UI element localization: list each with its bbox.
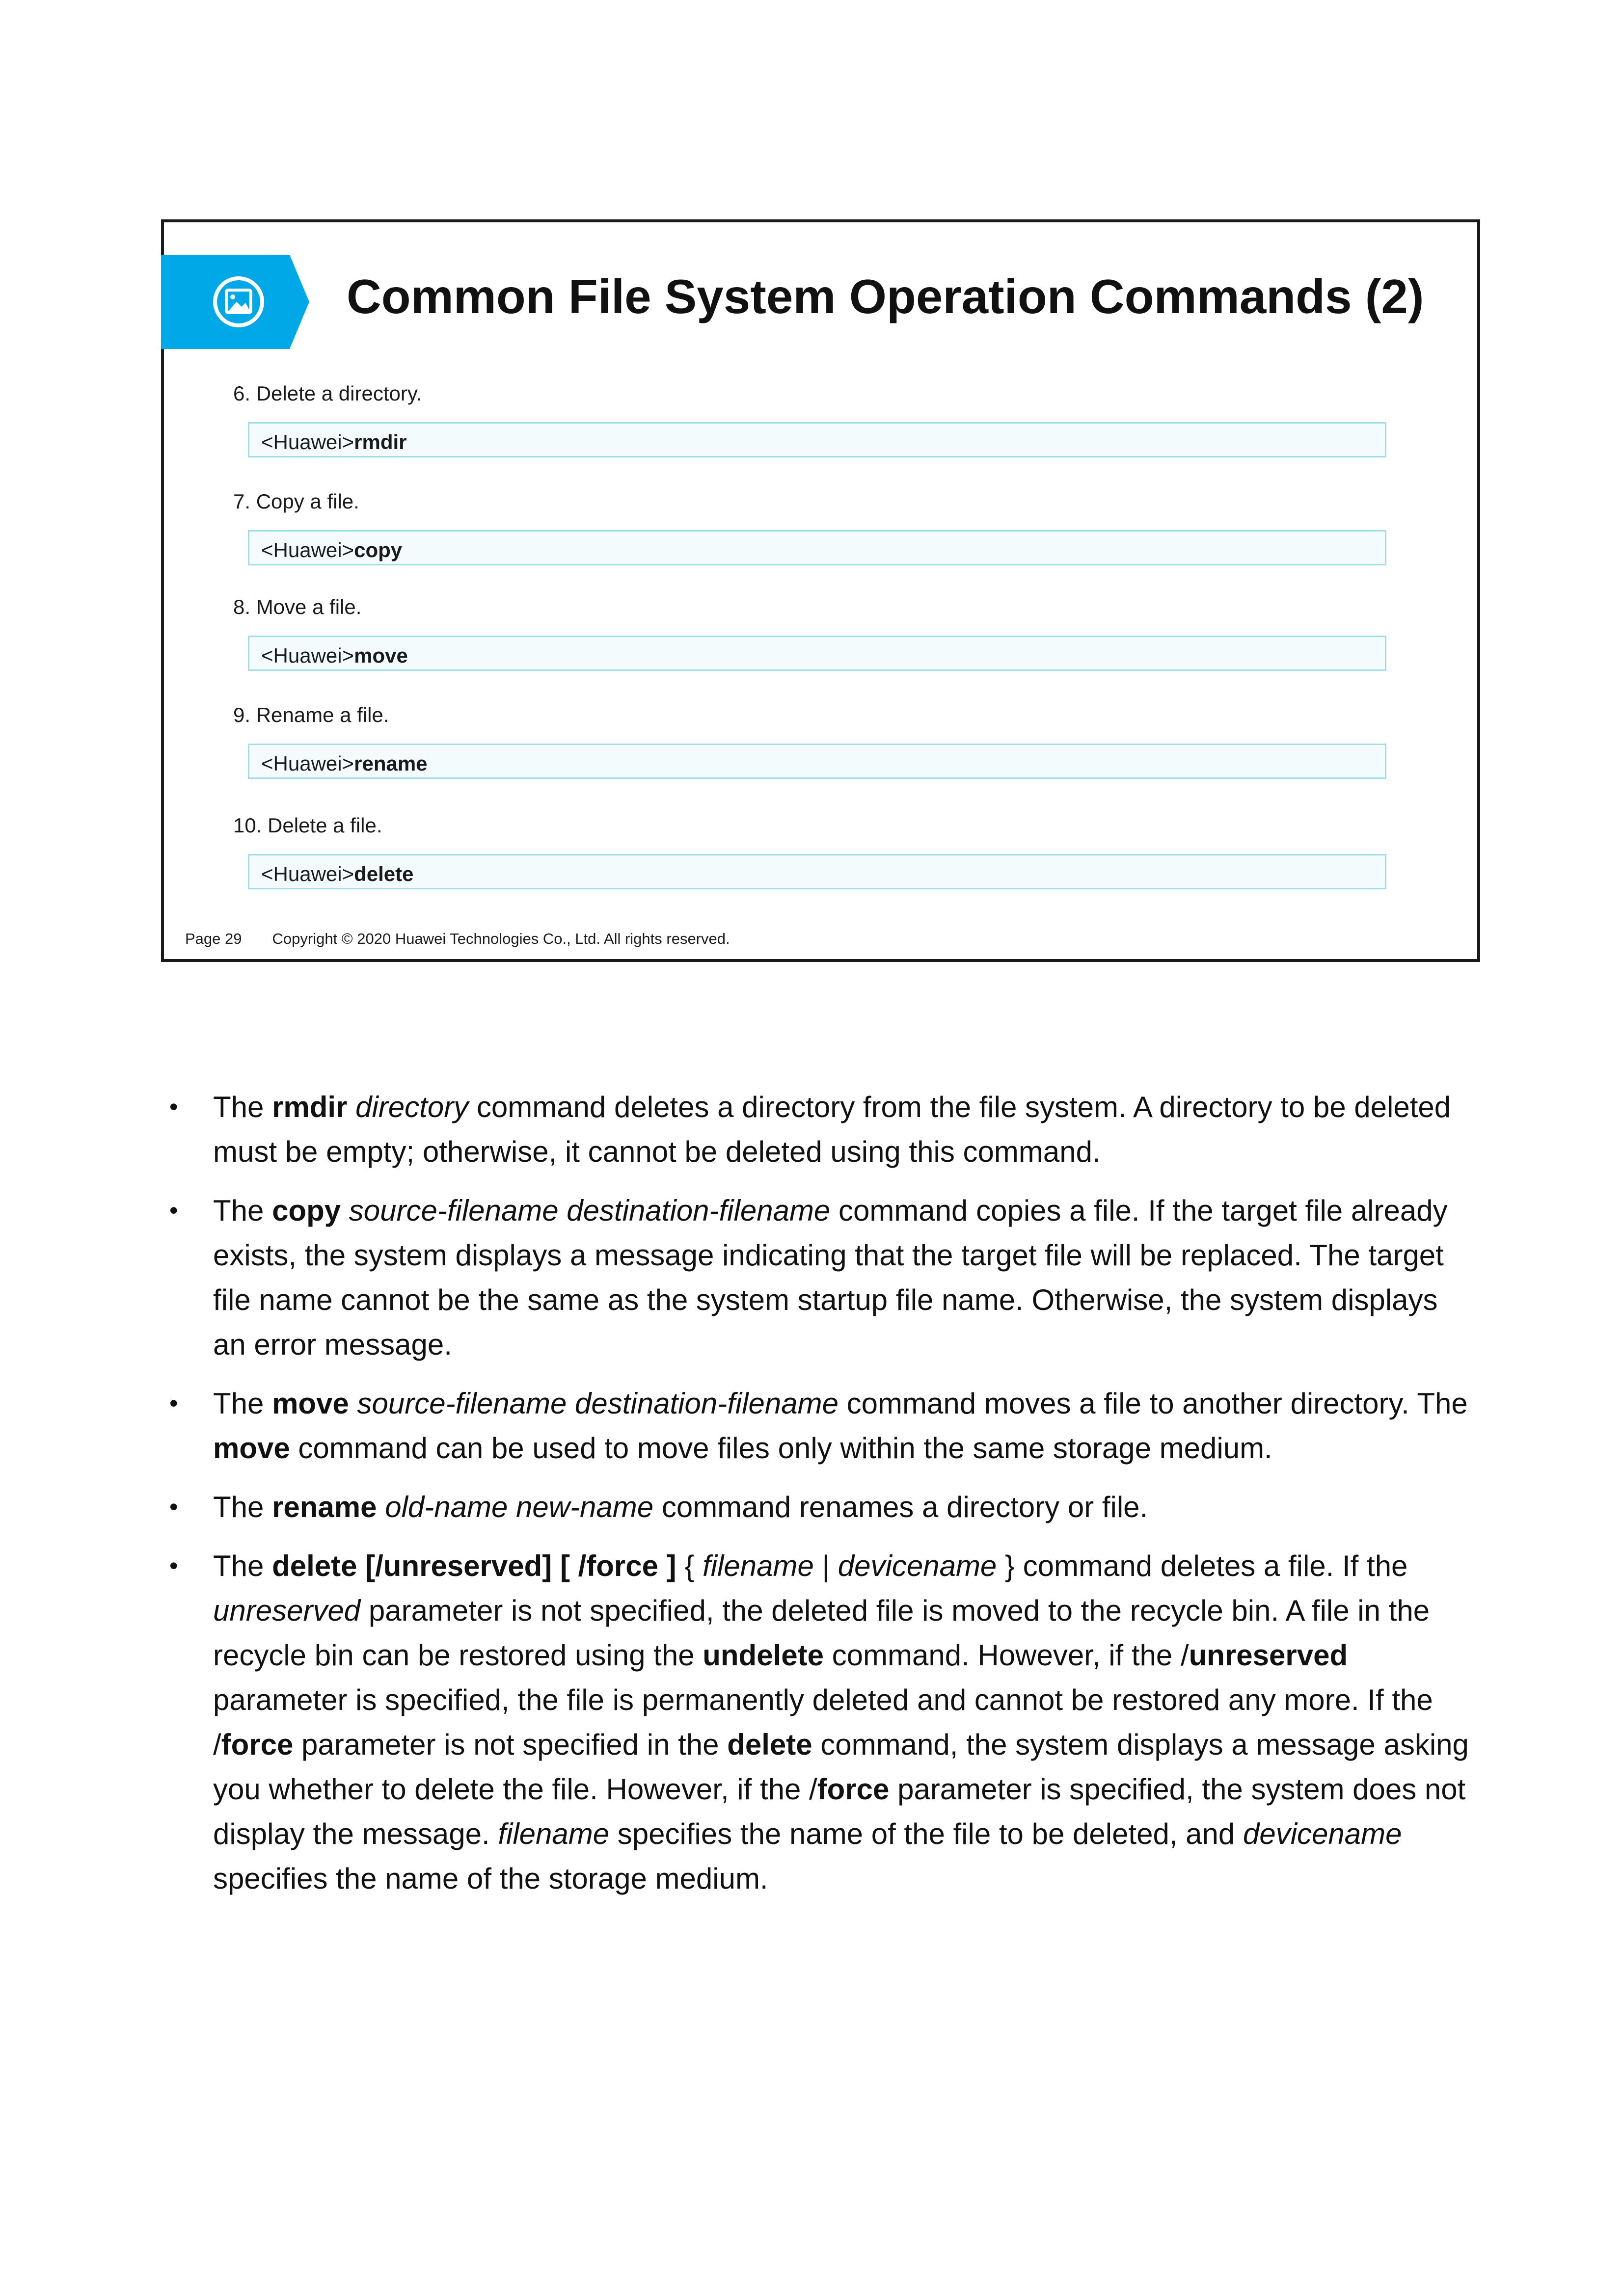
command-name: move	[272, 1387, 349, 1420]
note-text: specifies the name of the storage medium.	[213, 1862, 768, 1895]
command-prompt: <Huawei>	[261, 430, 354, 454]
bullet-symbol: •	[169, 1389, 178, 1417]
command-keyword: rename	[354, 752, 428, 775]
command-name: undelete	[703, 1639, 824, 1672]
title-accent-band	[161, 255, 309, 349]
parameter-keyword: force	[817, 1773, 890, 1806]
note-text: The	[213, 1194, 272, 1227]
command-name: rename	[272, 1491, 377, 1523]
note-copy	[169, 1188, 1475, 1367]
command-box-move	[248, 636, 1386, 671]
note-text: command deletes a directory from the file system. A directory to be deleted must be empty; otherwise, it cannot be deleted using this command.	[213, 1091, 1451, 1168]
command-prompt: <Huawei>	[261, 538, 354, 561]
note-text: parameter is specified, the file is permanently deleted and cannot be restored any more. If the /	[213, 1683, 1433, 1761]
note-text: command renames a directory or file.	[653, 1491, 1148, 1523]
command-name: delete [/unreserved] [ /force ]	[272, 1549, 676, 1582]
command-text	[261, 862, 414, 886]
command-name: rmdir	[272, 1091, 348, 1123]
note-text: specifies the name of the file to be deleted, and	[609, 1817, 1243, 1850]
command-box-rmdir	[248, 422, 1386, 457]
step-label-move: 8. Move a file.	[233, 595, 362, 618]
note-text: parameter is not specified, the deleted file is moved to the recycle bin. A file in the recycle bin can be restored using the	[213, 1594, 1430, 1672]
command-name: delete	[727, 1728, 812, 1761]
note-text: The	[213, 1091, 272, 1123]
command-keyword: move	[354, 644, 408, 667]
step-label-delete: 10. Delete a file.	[233, 814, 382, 837]
bullet-symbol: •	[169, 1552, 178, 1579]
parameter-name: source-filename destination-filename	[341, 1194, 831, 1227]
note-text: The	[213, 1491, 272, 1523]
command-text	[261, 538, 402, 562]
note-text: command. However, if the /	[823, 1639, 1189, 1672]
parameter-keyword: unreserved	[1189, 1639, 1348, 1672]
note-text: parameter is specified, the system does not display the message.	[213, 1773, 1466, 1850]
command-keyword: copy	[354, 538, 403, 561]
note-move	[169, 1381, 1475, 1470]
note-delete	[169, 1544, 1475, 1901]
note-text: The	[213, 1549, 272, 1582]
note-text: command moves a file to another directory. The	[839, 1387, 1468, 1420]
note-text: parameter is not specified in the	[293, 1728, 728, 1761]
command-text	[261, 752, 428, 775]
parameter-name: source-filename destination-filename	[349, 1387, 839, 1420]
command-prompt: <Huawei>	[261, 752, 354, 775]
parameter-name: old-name new-name	[377, 1491, 654, 1523]
note-text: command copies a file. If the target file already exists, the system displays a message indicating that the target file will be replaced. The target file name cannot be the same as the system startup file name. Otherwise, the system displays an error message.	[213, 1194, 1448, 1361]
slide-title: Common File System Operation Commands (2)	[347, 269, 1424, 323]
command-box-rename	[248, 744, 1386, 779]
bullet-symbol: •	[169, 1197, 178, 1224]
bullet-symbol: •	[169, 1093, 178, 1121]
step-label-copy: 7. Copy a file.	[233, 490, 359, 513]
note-text: {	[676, 1549, 703, 1582]
command-box-copy	[248, 530, 1386, 565]
slide-frame	[161, 219, 1480, 962]
parameter-name: unreserved	[213, 1594, 361, 1627]
command-text	[261, 644, 408, 667]
step-label-rename: 9. Rename a file.	[233, 703, 389, 726]
page-number: Page 29	[185, 930, 242, 947]
command-keyword: rmdir	[354, 430, 407, 454]
step-label-rmdir: 6. Delete a directory.	[233, 382, 422, 405]
note-text: The	[213, 1387, 272, 1420]
notes-list	[169, 1085, 1475, 1915]
parameter-keyword: force	[221, 1728, 294, 1761]
parameter-name: filename	[703, 1549, 814, 1582]
note-text: command can be used to move files only within the same storage medium.	[290, 1432, 1272, 1465]
parameter-name: devicename	[1243, 1817, 1402, 1850]
note-rmdir	[169, 1085, 1475, 1174]
note-text: command, the system displays a message asking you whether to delete the file. However, if the /	[213, 1728, 1469, 1806]
command-prompt: <Huawei>	[261, 862, 354, 885]
command-name: move	[213, 1432, 290, 1465]
command-keyword: delete	[354, 862, 414, 885]
bullet-symbol: •	[169, 1493, 178, 1521]
note-rename	[169, 1485, 1475, 1529]
slide-footer	[185, 930, 730, 948]
command-name: copy	[272, 1194, 341, 1227]
command-box-delete	[248, 854, 1386, 889]
note-text: |	[813, 1549, 838, 1582]
note-text: } command deletes a file. If the	[997, 1549, 1408, 1582]
parameter-name: devicename	[838, 1549, 997, 1582]
parameter-name: directory	[347, 1091, 469, 1123]
command-text	[261, 430, 406, 454]
copyright-text: Copyright © 2020 Huawei Technologies Co., Ltd. All rights reserved.	[272, 930, 730, 947]
parameter-name: filename	[498, 1817, 610, 1850]
command-prompt: <Huawei>	[261, 644, 354, 667]
